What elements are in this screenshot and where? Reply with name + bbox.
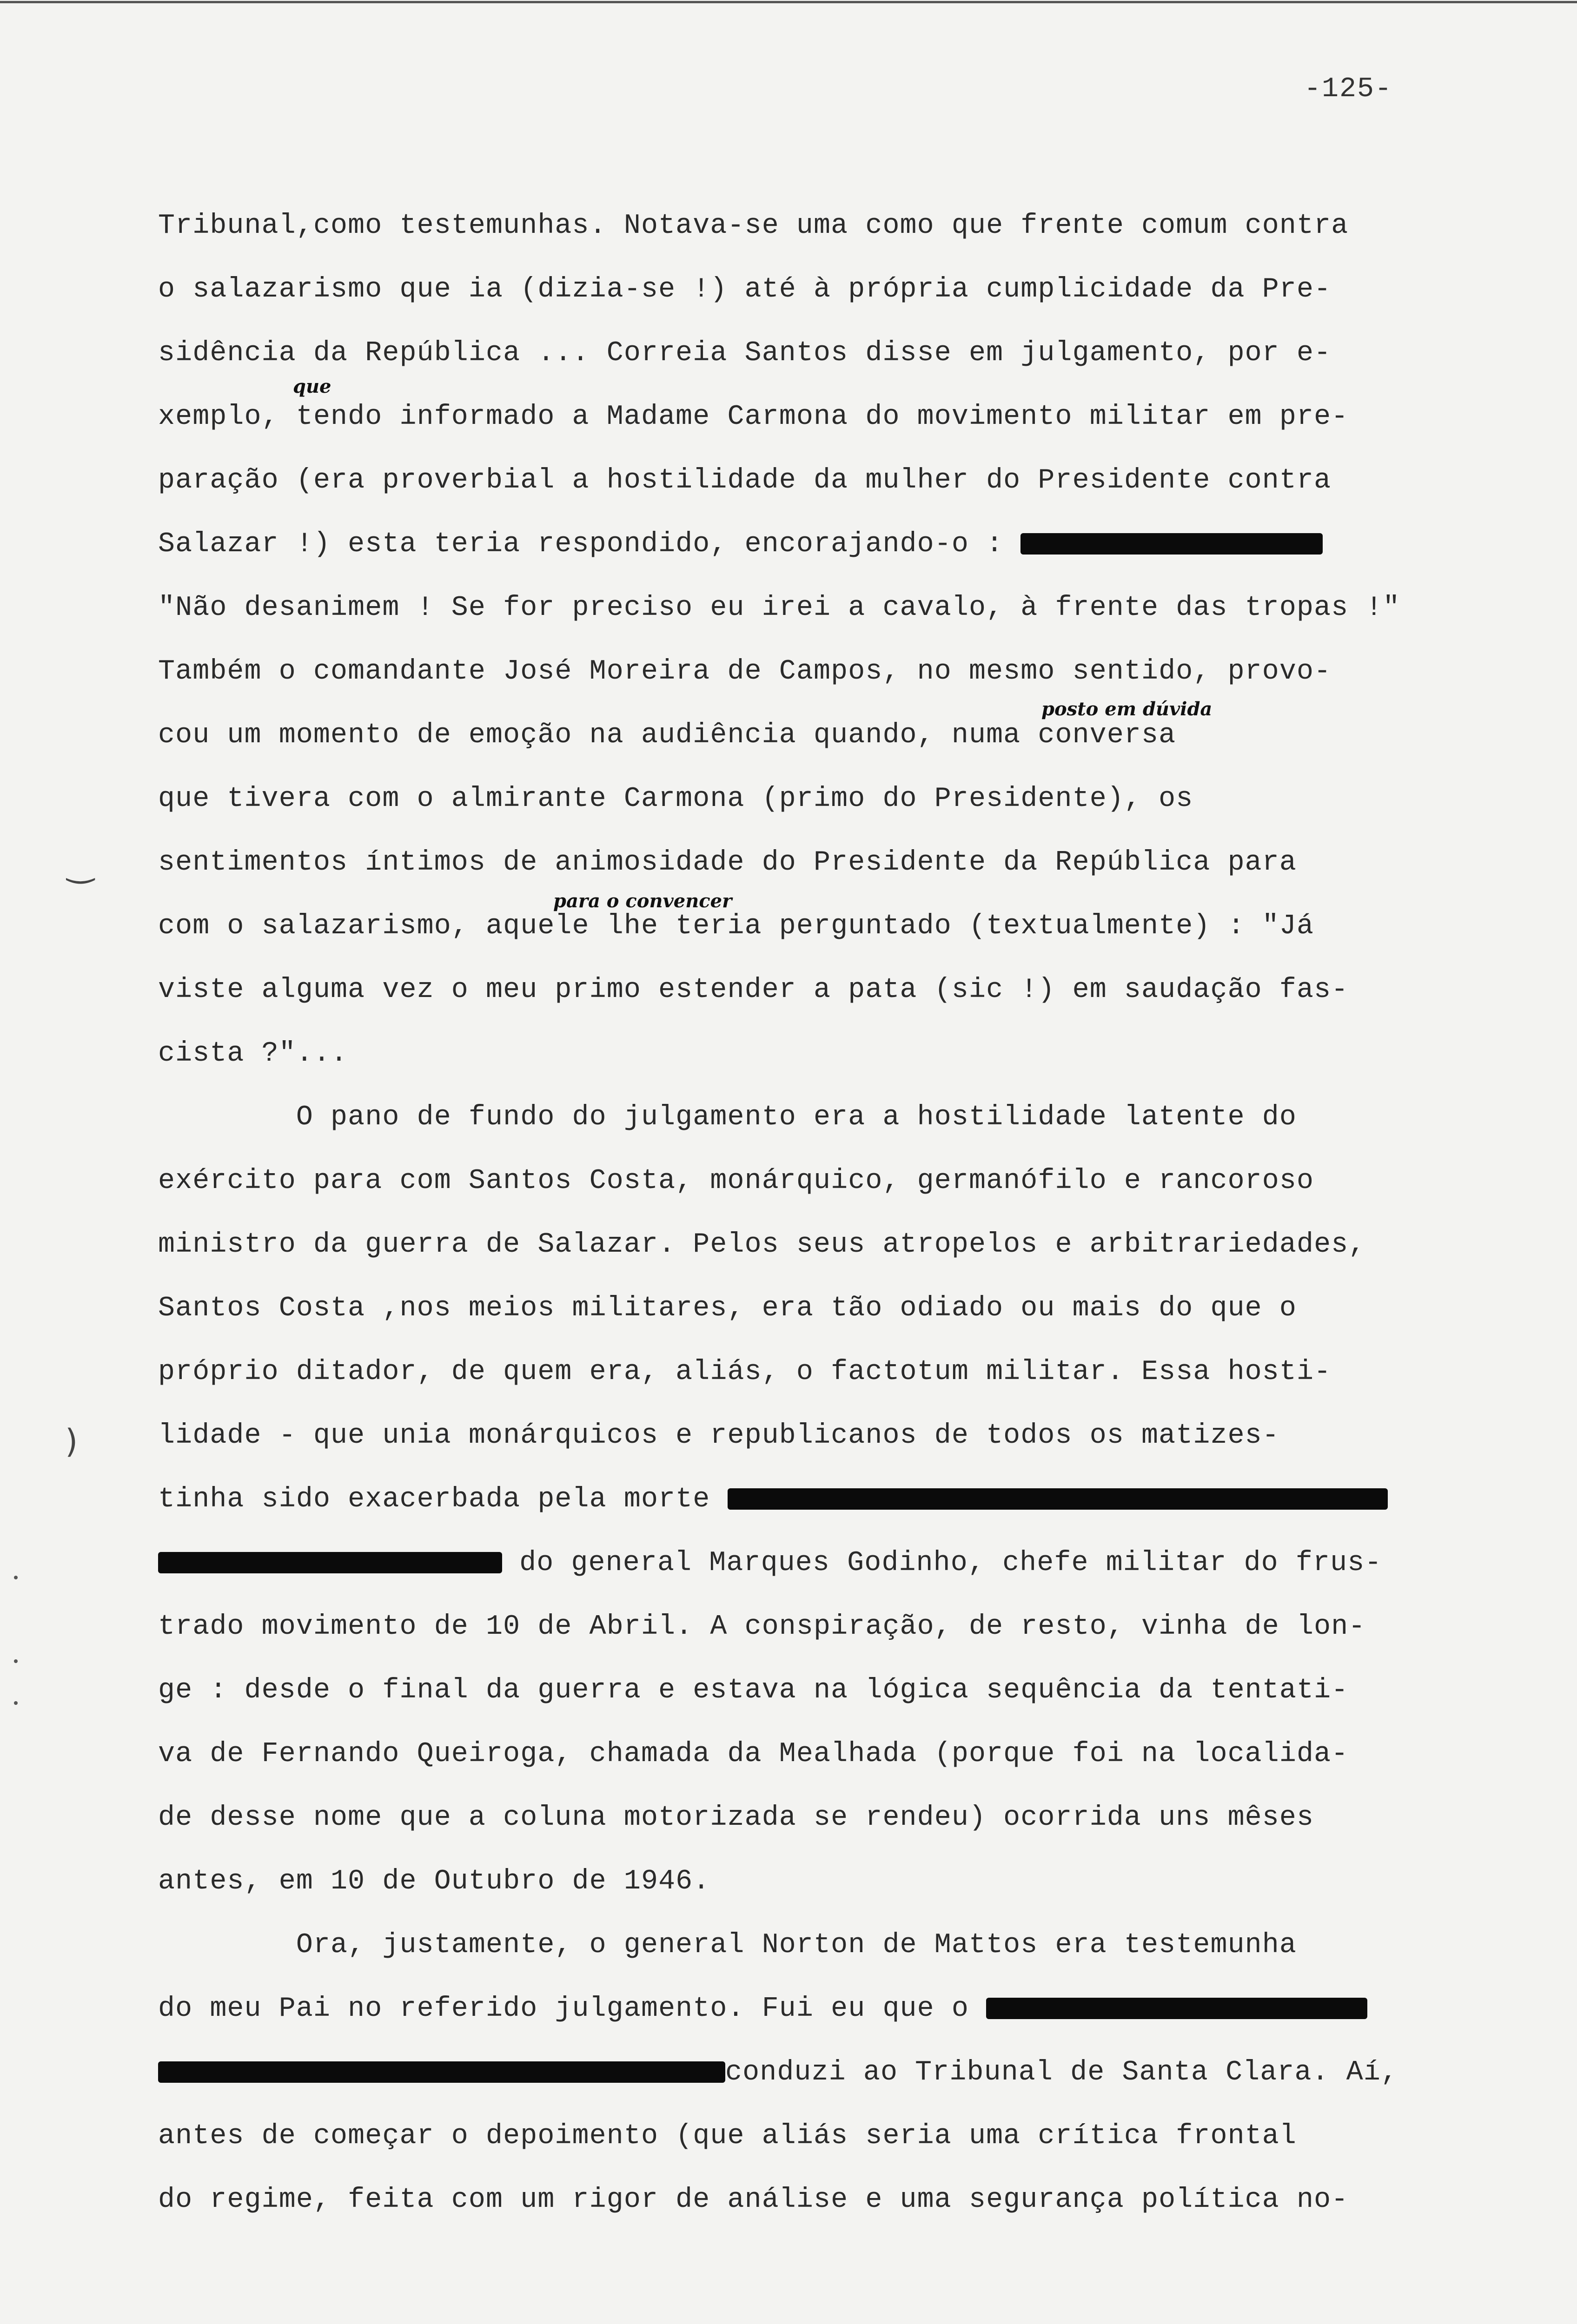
redaction-bar <box>158 2061 725 2083</box>
text-line: ministro da guerra de Salazar. Pelos seus atropelos e arbitrariedades, <box>158 1229 1366 1261</box>
redaction-bar <box>1020 533 1323 555</box>
redaction-bar <box>728 1488 1388 1510</box>
text-line: com o salazarismo, aquele lhe teria perguntado (textualmente) : "Já <box>158 911 1314 942</box>
margin-speck <box>14 1576 18 1579</box>
top-rule <box>0 1 1577 3</box>
text-line: do regime, feita com um rigor de análise e uma segurança política no- <box>158 2184 1349 2216</box>
margin-bracket-mark: ) <box>65 1422 78 1460</box>
margin-bracket-mark: ‿ <box>67 846 94 884</box>
page-number: -125- <box>1304 73 1393 105</box>
text-line: próprio ditador, de quem era, aliás, o factotum militar. Essa hosti- <box>158 1356 1332 1388</box>
text-line: O pano de fundo do julgamento era a hostilidade latente do <box>158 1102 1297 1133</box>
text-line: Tribunal,como testemunhas. Notava-se uma como que frente comum contra <box>158 210 1349 242</box>
text-line: sidência da República ... Correia Santos disse em julgamento, por e- <box>158 337 1332 369</box>
margin-speck <box>14 1659 18 1663</box>
text-line: antes, em 10 de Outubro de 1946. <box>158 1866 710 1897</box>
line-text: conduzi ao Tribunal de Santa Clara. Aí, <box>725 2057 1398 2088</box>
line-text: do general Marques Godinho, chefe militar do frus- <box>519 1547 1382 1579</box>
handwritten-que: que <box>293 376 331 397</box>
redaction-bar <box>986 1998 1367 2019</box>
text-line <box>158 1977 1525 2041</box>
line-text: tinha sido exacerbada pela morte <box>158 1484 710 1515</box>
redaction-bar <box>158 1552 502 1573</box>
margin-speck <box>14 1701 18 1705</box>
text-line <box>158 1532 1525 1595</box>
text-line: antes de começar o depoimento (que aliás seria uma crítica frontal <box>158 2120 1297 2152</box>
text-line: trado movimento de 10 de Abril. A conspiração, de resto, vinha de lon- <box>158 1611 1366 1643</box>
text-line: sentimentos íntimos de animosidade do Presidente da República para <box>158 847 1297 878</box>
text-line: Ora, justamente, o general Norton de Mattos era testemunha <box>158 1929 1297 1961</box>
text-line: Também o comandante José Moreira de Campos, no mesmo sentido, provo- <box>158 656 1332 687</box>
text-line: que tivera com o almirante Carmona (primo do Presidente), os <box>158 783 1193 815</box>
text-line: exército para com Santos Costa, monárquico, germanófilo e rancoroso <box>158 1165 1314 1197</box>
line-text: do meu Pai no referido julgamento. Fui eu que o <box>158 1993 969 2025</box>
text-line <box>158 513 1525 576</box>
text-line <box>158 1468 1525 1532</box>
text-line: cista ?"... <box>158 1038 348 1070</box>
text-line: ge : desde o final da guerra e estava na lógica sequência da tentati- <box>158 1675 1349 1706</box>
text-line: Santos Costa ,nos meios militares, era tão odiado ou mais do que o <box>158 1293 1297 1324</box>
text-line: cou um momento de emoção na audiência quando, numa conversa <box>158 720 1176 751</box>
text-line: "Não desanimem ! Se for preciso eu irei a cavalo, à frente das tropas !" <box>158 592 1400 624</box>
text-line: de desse nome que a coluna motorizada se rendeu) ocorrida uns mêses <box>158 1802 1314 1834</box>
text-line: paração (era proverbial a hostilidade da mulher do Presidente contra <box>158 465 1332 496</box>
line-text: Salazar !) esta teria respondido, encorajando-o : <box>158 528 1004 560</box>
handwritten-para-o-convencer: para o convencer <box>553 890 732 912</box>
handwritten-posto-em-duvida: posto em dúvida <box>1041 698 1213 720</box>
text-line: o salazarismo que ia (dizia-se !) até à própria cumplicidade da Pre- <box>158 274 1332 305</box>
text-line: lidade - que unia monárquicos e republicanos de todos os matizes- <box>158 1420 1279 1452</box>
typed-body-text <box>158 194 1525 2232</box>
text-line: xemplo, tendo informado a Madame Carmona do movimento militar em pre- <box>158 401 1349 433</box>
text-line: viste alguma vez o meu primo estender a pata (sic !) em saudação fas- <box>158 974 1349 1006</box>
text-line: va de Fernando Queiroga, chamada da Mealhada (porque foi na localida- <box>158 1738 1349 1770</box>
text-line <box>158 2041 1525 2105</box>
